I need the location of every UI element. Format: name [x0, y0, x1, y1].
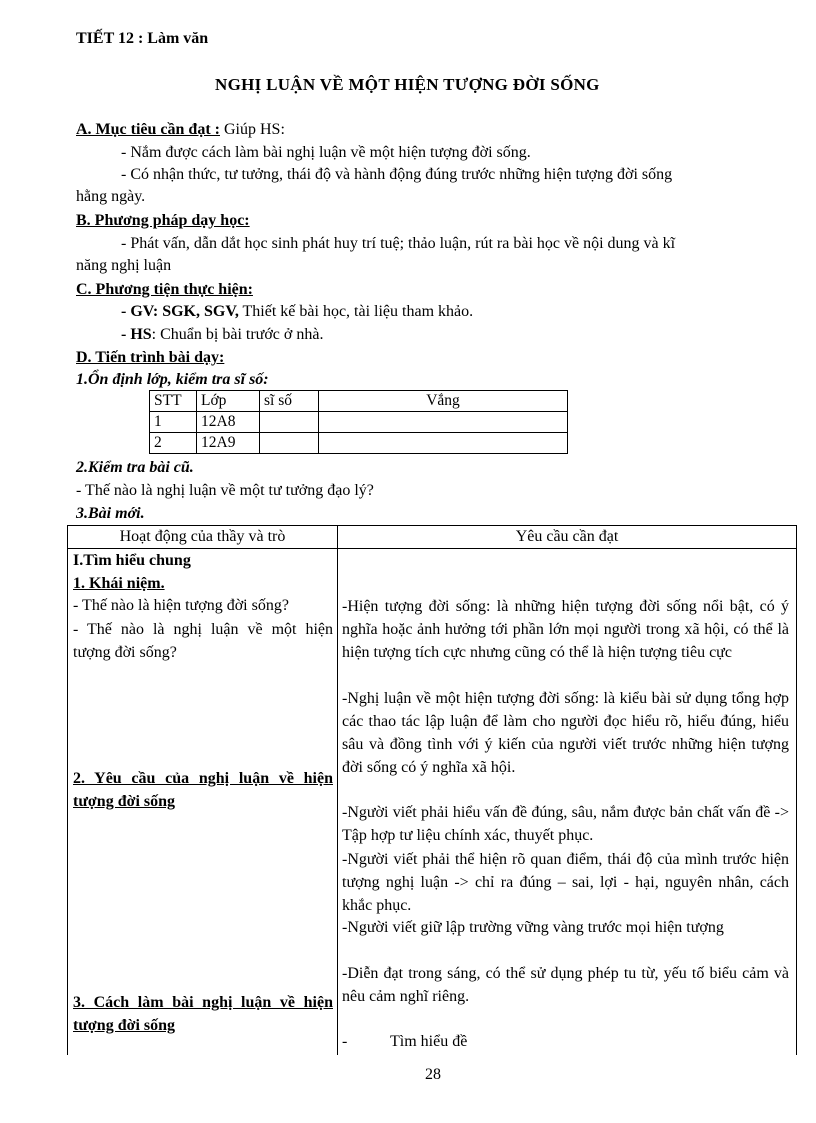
table-column-divider: [337, 525, 338, 1055]
section-b-item-1: - Phát vấn, dẫn dắt học sinh phát huy trí tuệ; thảo luận, rút ra bài học về nội dung và kĩ: [121, 235, 676, 252]
section-a: [76, 119, 285, 141]
part-1-1-heading: 1. Khái niệm.: [73, 575, 165, 592]
step-3-heading: 3.Bài mới.: [76, 505, 145, 522]
table-header-cell: Vắng: [319, 391, 568, 412]
table-row: [150, 433, 568, 454]
step-2-heading: 2.Kiểm tra bài cũ.: [76, 459, 194, 476]
requirement-4: -Diễn đạt trong sáng, có thể sử dụng phép tu từ, yếu tố biểu cảm và nêu cảm nghĩ riêng.: [342, 965, 789, 1005]
section-c-heading: C. Phương tiện thực hiện:: [76, 281, 253, 298]
definition-phenomenon: -Hiện tượng đời sống: là những hiện tượng đời sống nổi bật, có ý nghĩa hoặc ảnh hưởng tới phần lớn mọi người trong xã hội, có thể là hiện tượng tích cực nhưng cũng có thể là hiện tượng tiêu cực: [342, 598, 789, 661]
table-cell: 2: [150, 433, 197, 454]
section-a-item-2: - Có nhận thức, tư tưởng, thái độ và hành động đúng trước những hiện tượng đời sống: [121, 166, 673, 183]
part-2-heading: 2. Yêu cầu của nghị luận về hiện tượng đời sống: [73, 770, 333, 810]
table-row: [150, 412, 568, 433]
requirement-3: -Người viết giữ lập trường vững vàng trước mọi hiện tượng: [342, 919, 724, 936]
section-a-heading-tail: Giúp HS:: [219, 121, 285, 138]
step-2-question: - Thế nào là nghị luận về một tư tưởng đạo lý?: [76, 482, 374, 499]
section-a-item-2-cont: hằng ngày.: [76, 188, 146, 205]
section-b-heading: B. Phương pháp dạy học:: [76, 212, 250, 229]
table-cell: [319, 412, 568, 433]
col-header-activities: Hoạt động của thầy và trò: [119, 528, 286, 545]
table-cell: [260, 433, 319, 454]
question-1: - Thế nào là hiện tượng đời sống?: [73, 597, 289, 614]
section-b-item-1-cont: năng nghị luận: [76, 257, 172, 274]
section-a-item-1: - Nắm được cách làm bài nghị luận về một hiện tượng đời sống.: [121, 144, 531, 161]
requirement-1: -Người viết phải hiểu vấn đề đúng, sâu, nắm được bản chất vấn đề -> Tập hợp tư liệu chính xác, thuyết phục.: [342, 804, 789, 844]
table-header-divider: [67, 548, 796, 549]
lesson-label: TIẾT 12 : Làm văn: [76, 30, 209, 47]
table-cell: 12A9: [197, 433, 260, 454]
gv-text: Thiết kế bài học, tài liệu tham khảo.: [238, 303, 474, 320]
part-3-heading: 3. Cách làm bài nghị luận về hiện tượng đời sống: [73, 994, 333, 1034]
part-1-heading: I.Tìm hiểu chung: [73, 552, 191, 569]
definition-argument: -Nghị luận về một hiện tượng đời sống: là kiểu bài sử dụng tổng hợp các thao tác lập luận để làm cho người đọc hiểu rõ, hiểu đúng, hiểu sâu và đồng tình với ý kiến của người viết trước những hiện tượng đời sống có ý nghĩa xã hội.: [342, 690, 789, 776]
table-header-cell: Lớp: [197, 391, 260, 412]
page-number: 28: [425, 1066, 441, 1083]
table-row: [150, 391, 568, 412]
section-c-gv: [121, 301, 473, 323]
section-d-heading: D. Tiến trình bài dạy:: [76, 349, 225, 366]
attendance-table: [149, 390, 568, 454]
table-border-right: [796, 525, 797, 1055]
requirement-2: -Người viết phải thể hiện rõ quan điểm, thái độ của mình trước hiện tượng nghị luận -> chỉ ra đúng – sai, lợi - hại, nguyên nhân, cách khắc phục.: [342, 851, 789, 914]
question-2: - Thế nào là nghị luận về một hiện tượng đời sống?: [73, 621, 333, 661]
step-understand-topic: Tìm hiểu đề: [390, 1033, 468, 1050]
section-a-heading: A. Mục tiêu cần đạt :: [76, 121, 220, 138]
step-1-heading: 1.Ổn định lớp, kiểm tra sĩ số:: [76, 371, 269, 388]
hs-label: - HS: [121, 326, 152, 343]
hs-text: : Chuẩn bị bài trước ở nhà.: [151, 326, 324, 343]
col-header-requirements: Yêu cầu cần đạt: [515, 528, 619, 545]
table-cell: [319, 433, 568, 454]
step-bullet: -: [342, 1033, 348, 1050]
table-cell: 12A8: [197, 412, 260, 433]
table-header-cell: STT: [150, 391, 197, 412]
table-header-cell: sĩ số: [260, 391, 319, 412]
page-title: NGHỊ LUẬN VỀ MỘT HIỆN TƯỢNG ĐỜI SỐNG: [215, 75, 600, 94]
table-cell: [260, 412, 319, 433]
section-c-hs: [121, 324, 323, 346]
table-border-left: [67, 525, 68, 1055]
table-cell: 1: [150, 412, 197, 433]
gv-label: - GV: SGK, SGV,: [121, 303, 239, 320]
